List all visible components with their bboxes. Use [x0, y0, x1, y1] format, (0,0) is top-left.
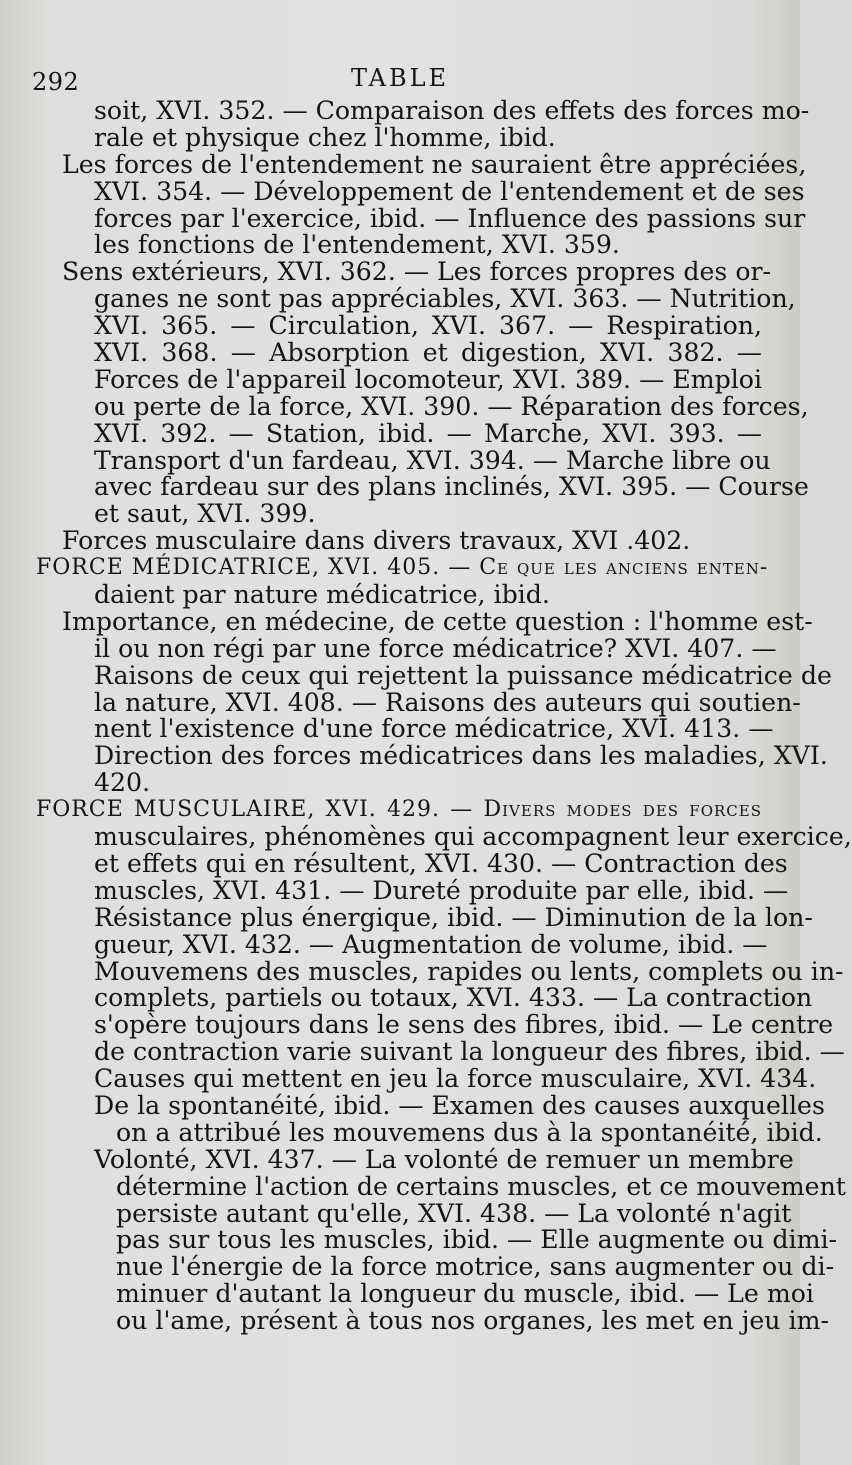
text-line: Importance, en médecine, de cette question : l'homme est-	[62, 606, 813, 636]
text-line: nue l'énergie de la force motrice, sans augmenter ou di-	[116, 1252, 835, 1282]
index-heading-line: FORCE MUSCULAIRE, XVI. 429. — Divers modes des forces	[36, 797, 762, 823]
text-line: ou l'ame, présent à tous nos organes, les met en jeu im-	[116, 1306, 829, 1336]
text-line: ou perte de la force, XVI. 390. — Réparation des forces,	[94, 391, 809, 421]
text-line: s'opère toujours dans le sens des fibres, ibid. — Le centre	[94, 1010, 834, 1040]
text-line: De la spontanéité, ibid. — Examen des causes auxquelles	[94, 1090, 825, 1120]
text-line: nent l'existence d'une force médicatrice, XVI. 413. —	[94, 714, 774, 744]
text-line: il ou non régi par une force médicatrice? XVI. 407. —	[94, 633, 777, 663]
text-line: daient par nature médicatrice, ibid.	[94, 580, 550, 610]
text-line: de contraction varie suivant la longueur des fibres, ibid. —	[94, 1037, 845, 1067]
text-line: complets, partiels ou totaux, XVI. 433. — La contraction	[94, 983, 813, 1013]
text-line: XVI. 354. — Développement de l'entendement et de ses	[94, 176, 805, 206]
text-line: pas sur tous les muscles, ibid. — Elle augmente ou dimi-	[116, 1225, 838, 1255]
text-line: gueur, XVI. 432. — Augmentation de volume, ibid. —	[94, 929, 768, 959]
page-number: 292	[32, 68, 80, 96]
text-line: Transport d'un fardeau, XVI. 394. — Marche libre ou	[94, 445, 771, 475]
text-line: muscles, XVI. 431. — Dureté produite par elle, ibid. —	[94, 875, 789, 905]
text-line: Raisons de ceux qui rejettent la puissance médicatrice de	[94, 660, 832, 690]
text-line: Volonté, XVI. 437. — La volonté de remuer un membre	[94, 1144, 794, 1174]
text-line: détermine l'action de certains muscles, et ce mouvement	[116, 1171, 846, 1201]
text-line: ganes ne sont pas appréciables, XVI. 363. — Nutrition,	[94, 284, 796, 314]
text-line: avec fardeau sur des plans inclinés, XVI. 395. — Course	[94, 472, 809, 502]
text-line: musculaires, phénomènes qui accompagnent leur exercice,	[94, 822, 852, 852]
text-line: XVI. 365. — Circulation, XVI. 367. — Respiration,	[94, 311, 762, 341]
text-line: et saut, XVI. 399.	[94, 499, 316, 529]
text-line: persiste autant qu'elle, XVI. 438. — La volonté n'agit	[116, 1198, 792, 1228]
text-line: on a attribué les mouvemens dus à la spontanéité, ibid.	[116, 1117, 823, 1147]
text-line: soit, XVI. 352. — Comparaison des effets des forces mo-	[94, 96, 810, 125]
running-title: TABLE	[350, 64, 450, 92]
text-line: la nature, XVI. 408. — Raisons des auteurs qui soutien-	[94, 687, 801, 717]
text-line: et effets qui en résultent, XVI. 430. — Contraction des	[94, 848, 788, 878]
text-line: Résistance plus énergique, ibid. — Diminution de la lon-	[94, 902, 813, 932]
index-heading-line: FORCE MÉDICATRICE, XVI. 405. — Ce que les anciens enten-	[36, 555, 769, 581]
text-line: Mouvemens des muscles, rapides ou lents, complets ou in-	[94, 956, 844, 986]
text-line: rale et physique chez l'homme, ibid.	[94, 122, 556, 152]
text-line: Causes qui mettent en jeu la force musculaire, XVI. 434.	[94, 1064, 817, 1094]
text-line: minuer d'autant la longueur du muscle, ibid. — Le moi	[116, 1279, 814, 1309]
text-line: forces par l'exercice, ibid. — Influence des passions sur	[94, 203, 806, 233]
text-line: 420.	[94, 768, 151, 798]
text-line: Les forces de l'entendement ne sauraient être appréciées,	[62, 149, 807, 179]
text-line: XVI. 368. — Absorption et digestion, XVI. 382. —	[94, 338, 762, 368]
text-line: Sens extérieurs, XVI. 362. — Les forces propres des or-	[62, 257, 772, 287]
page-header	[30, 62, 770, 98]
text-line: Direction des forces médicatrices dans les maladies, XVI.	[94, 741, 828, 771]
text-line: Forces de l'appareil locomoteur, XVI. 389. — Emploi	[94, 364, 762, 394]
index-text	[36, 96, 852, 1336]
text-line: les fonctions de l'entendement, XVI. 359.	[94, 230, 620, 260]
text-line: Forces musculaire dans divers travaux, XVI .402.	[62, 526, 691, 556]
text-line: XVI. 392. — Station, ibid. — Marche, XVI. 393. —	[94, 418, 762, 448]
